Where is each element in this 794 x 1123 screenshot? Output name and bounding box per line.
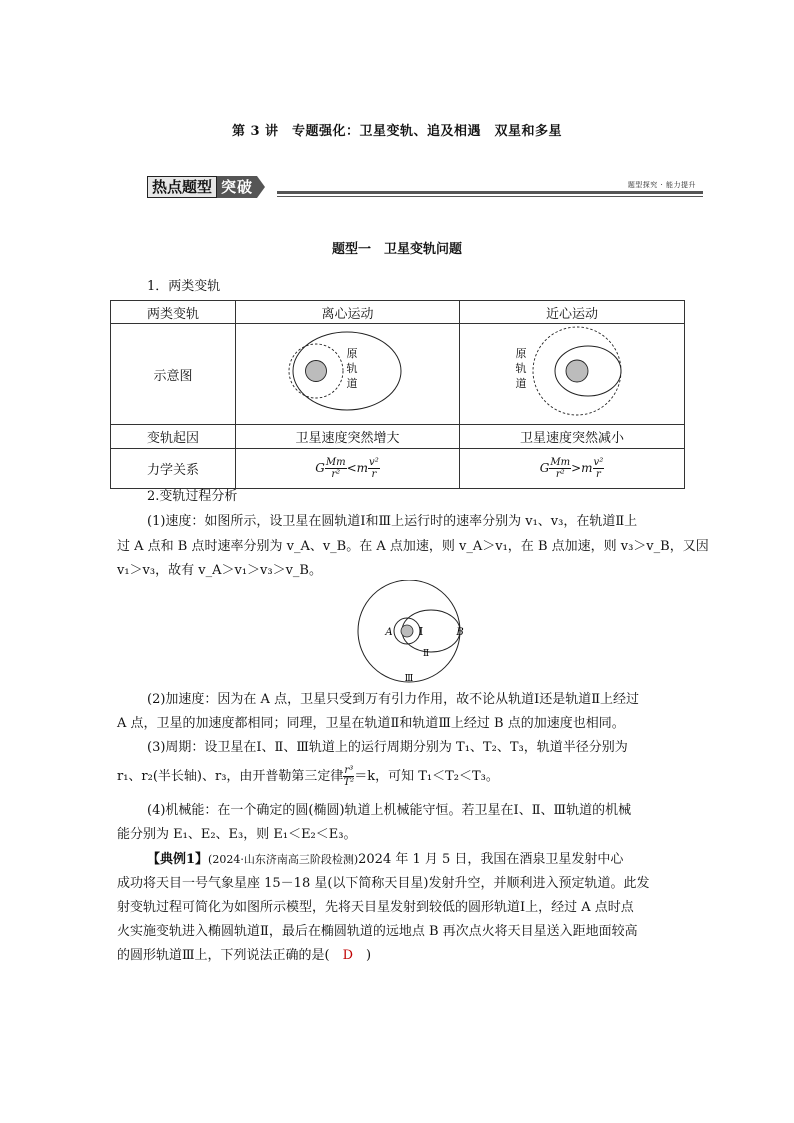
- table-row: [111, 301, 685, 324]
- force-formula-left: G $\frac{Mm}{\text{r²}}$ <m $\frac{\text{v²}}{r}$: [315, 457, 379, 480]
- example-tag: 【典例1】: [147, 852, 209, 867]
- banner-label-b: 突破: [217, 176, 257, 198]
- point-b-label: B: [456, 627, 464, 638]
- section-title: 题型一 卫星变轨问题: [331, 242, 462, 257]
- transfer-orbit-figure: [340, 580, 480, 686]
- section-banner: [147, 176, 703, 200]
- speed-line-1: (1)速度：如图所示，设卫星在圆轨道Ⅰ和Ⅲ上运行时的速率分别为 v₁、v₃，在轨道Ⅱ上: [147, 514, 638, 529]
- energy-line-1: (4)机械能：在一个确定的圆(椭圆)轨道上机械能守恒。若卫星在Ⅰ、Ⅱ、Ⅲ轨道的机械: [147, 803, 632, 818]
- banner-label: [147, 176, 265, 198]
- table-row: [111, 425, 685, 449]
- energy-line-2: 能分别为 E₁、E₂、E₃，则 E₁＜E₂＜E₃。: [117, 827, 357, 842]
- table-cell: [236, 449, 460, 489]
- orbit-iii-label: Ⅲ: [404, 674, 414, 684]
- orbit-label-char: 原: [515, 347, 527, 360]
- banner-rule: [277, 191, 703, 194]
- banner-rule-thin: [277, 196, 703, 197]
- table-row: [111, 449, 685, 489]
- example-line-4: 火实施变轨进入椭圆轨道Ⅱ，最后在椭圆轨道的远地点 B 再次点火将天目星送入距地面较高: [117, 924, 638, 939]
- table-header-cell: 两类变轨: [111, 301, 236, 324]
- speed-line-2: 过 A 点和 B 点时速率分别为 v_A、v_B。在 A 点加速，则 v_A＞v₁，在 B 点加速，则 v₃＞v_B，又因: [117, 539, 709, 554]
- answer-letter: D: [342, 948, 354, 963]
- orbit-label-char: 道: [346, 377, 358, 390]
- period-line-1: (3)周期：设卫星在Ⅰ、Ⅱ、Ⅲ轨道上的运行周期分别为 T₁、T₂、T₃，轨道半径分别为: [147, 740, 628, 755]
- accel-line-1: (2)加速度：因为在 A 点，卫星只受到万有引力作用，故不论从轨道Ⅰ还是轨道Ⅱ上经过: [147, 692, 640, 707]
- orbit-label-char: 轨: [515, 362, 527, 375]
- centrifugal-orbit-diagram: [236, 324, 459, 420]
- orbit-ii-label: Ⅱ: [422, 649, 430, 659]
- page-title: 第 3 讲 专题强化：卫星变轨、追及相遇 双星和多星: [231, 124, 563, 139]
- table-cell: 卫星速度突然增大: [236, 425, 460, 449]
- example-line-3: 射变轨过程可简化为如图所示模型，先将天目星发射到较低的圆形轨道Ⅰ上，经过 A 点时点: [117, 900, 634, 915]
- orbit-change-table: [110, 300, 685, 489]
- example-line-1: 【典例1】(2024·山东济南高三阶段检测)2024 年 1 月 5 日，我国在酒泉卫星发射中心: [147, 852, 624, 867]
- banner-label-a: 热点题型: [147, 176, 217, 198]
- table-header-cell: 离心运动: [236, 301, 460, 324]
- accel-line-2: A 点，卫星的加速度都相同；同理，卫星在轨道Ⅱ和轨道Ⅲ上经过 B 点的加速度也相同。: [117, 716, 625, 731]
- point-1-heading: 1．两类变轨: [147, 279, 221, 294]
- table-header-cell: 近心运动: [460, 301, 685, 324]
- orbit-i-label: Ⅰ: [418, 625, 424, 638]
- example-line-5: 的圆形轨道Ⅲ上，下列说法正确的是( D ): [117, 948, 372, 963]
- table-cell: 力学关系: [111, 449, 236, 489]
- orbit-label-char: 原: [346, 347, 358, 360]
- example-source: (2024·山东济南高三阶段检测): [208, 853, 359, 866]
- orbit-label-char: 轨: [346, 362, 358, 375]
- point-a-label: A: [385, 627, 393, 638]
- speed-line-3: v₁＞v₃，故有 v_A＞v₁＞v₃＞v_B。: [117, 563, 322, 578]
- example-line-2: 成功将天目一号气象星座 15－18 星(以下简称天目星)发射升空，并顺利进入预定轨道。此发: [117, 876, 650, 891]
- table-row: [111, 324, 685, 425]
- force-formula-right: G $\frac{Mm}{\text{r²}}$ >m $\frac{\text{v²}}{r}$: [539, 457, 604, 480]
- banner-arrow-icon: [257, 176, 265, 198]
- banner-right-text: 题型探究 · 能力提升: [625, 180, 699, 190]
- orbit-label-char: 道: [515, 377, 527, 390]
- table-cell: [460, 449, 685, 489]
- table-cell: [460, 324, 685, 425]
- centripetal-orbit-diagram: [460, 324, 684, 420]
- table-cell: [236, 324, 460, 425]
- period-line-2: r₁、r₂(半长轴)、r₃，由开普勒第三定律 $\frac{\text{r³}}{\text{T²}}$ ＝k，可知 T₁＜T₂＜T₃。: [117, 765, 499, 788]
- kepler-fraction: $\frac{\text{r³}}{\text{T²}}$: [343, 765, 355, 788]
- table-cell: 变轨起因: [111, 425, 236, 449]
- table-cell: 示意图: [111, 324, 236, 425]
- point-2-heading: 2.变轨过程分析: [147, 489, 238, 504]
- table-cell: 卫星速度突然减小: [460, 425, 685, 449]
